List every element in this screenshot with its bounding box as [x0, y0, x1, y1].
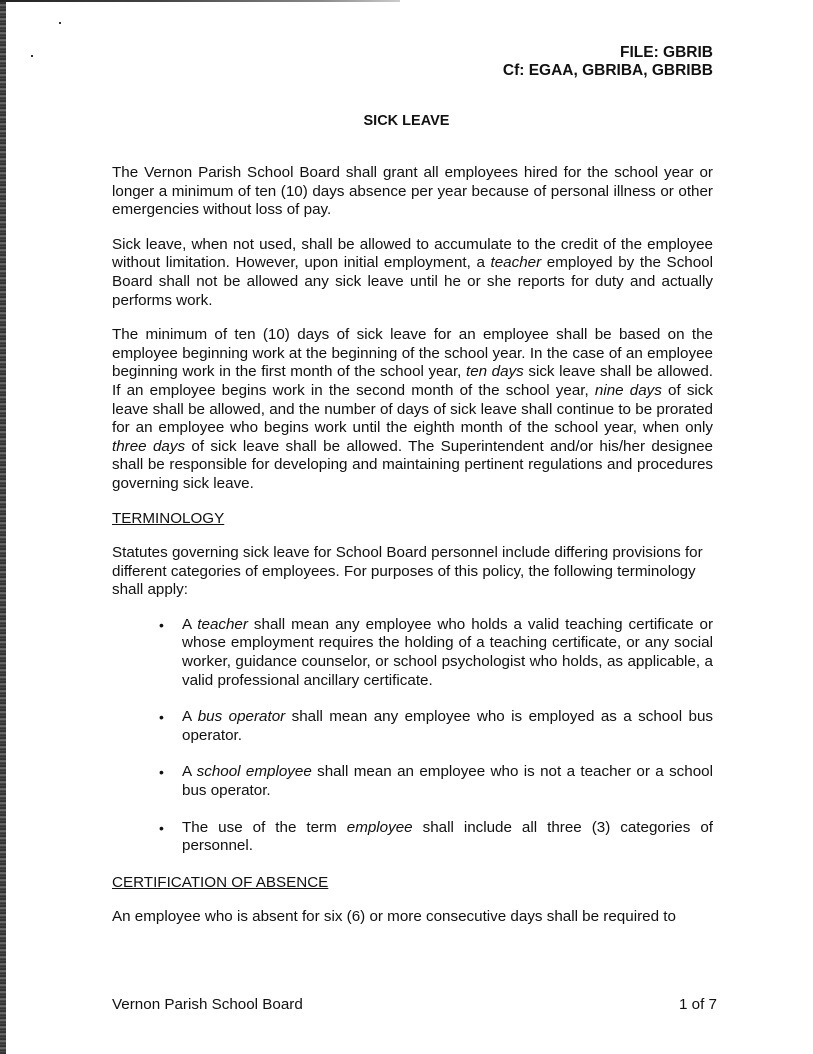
list-item — [159, 818, 713, 856]
text-run: shall include all three (3) categories of personnel. — [182, 818, 713, 855]
paragraph-proration — [112, 326, 713, 493]
list-item — [159, 615, 714, 690]
text-run: of sick leave shall be allowed, and the number of days of sick leave shall continue to be prorated for an employee who begins work until the eighth month of the school year, when only — [112, 381, 713, 437]
document-title: SICK LEAVE — [363, 113, 450, 129]
text-run: The use of the term — [182, 818, 347, 836]
paragraph-grant: The Vernon Parish School Board shall grant all employees hired for the school year or longer a minimum of ten (10) days absence per year because of personal illness or other emergencies without loss of pay. — [112, 164, 713, 219]
file-reference-header — [503, 44, 713, 80]
bullet-icon: • — [159, 764, 164, 781]
list-item — [159, 708, 713, 745]
text-run: shall mean any employee who holds a valid teaching certificate or whose employment requires the holding of a teaching certificate, or any social worker, guidance counselor, or school psychologist who holds, as applicable, a valid professional ancillary certificate. — [182, 615, 714, 689]
document-body — [112, 164, 713, 943]
emphasis-term: ten days — [465, 363, 524, 381]
text-run: of sick leave shall be allowed. The Superintendent and/or his/her designee shall be responsible for developing and maintaining pertinent regulations and procedures governing sick leave. — [112, 437, 713, 492]
footer-page-number: 1 of 7 — [679, 996, 717, 1013]
footer-organization: Vernon Parish School Board — [112, 996, 303, 1013]
text-run: A — [182, 763, 197, 781]
paragraph-accumulation — [112, 236, 713, 310]
emphasis-term: three days — [112, 437, 186, 455]
text-run: employed by the School Board shall not be allowed any sick leave until he or she reports for duty and actually performs work. — [112, 254, 713, 309]
defined-term: teacher — [197, 615, 248, 633]
paragraph-terminology-intro: Statutes governing sick leave for School Board personnel include differing provisions for different categories of employees. For purposes of this policy, the following terminology shall apply: — [112, 544, 703, 599]
defined-term: school employee — [196, 763, 312, 781]
emphasis-term: nine days — [594, 381, 662, 399]
bullet-icon: • — [159, 709, 164, 726]
defined-term: bus operator — [197, 708, 286, 726]
bullet-icon: • — [159, 616, 164, 633]
text-run: shall mean any employee who is employed as a school bus operator. — [182, 708, 713, 744]
text-run: A — [182, 708, 198, 726]
bullet-icon: • — [159, 819, 164, 836]
file-code: FILE: GBRIB — [620, 44, 713, 61]
paragraph-certification: An employee who is absent for six (6) or more consecutive days shall be required to — [112, 908, 676, 926]
scan-edge-top — [0, 0, 400, 2]
cross-reference-codes: Cf: EGAA, GBRIBA, GBRIBB — [502, 62, 713, 79]
defined-term: employee — [346, 818, 413, 836]
list-item — [159, 763, 713, 800]
scan-edge-left — [0, 0, 6, 1054]
emphasis-term: teacher — [490, 254, 542, 272]
scan-speck — [59, 22, 61, 24]
section-heading-certification: CERTIFICATION OF ABSENCE — [112, 873, 329, 891]
text-run: The minimum of ten (10) days of sick leave for an employee shall be based on the employee beginning work at the beginning of the school year. In the case of an employee beginning work in the first month of the school year, — [112, 326, 713, 381]
text-run: shall mean an employee who is not a teacher or a school bus operator. — [182, 763, 713, 800]
terminology-list — [112, 616, 713, 856]
text-run: sick leave shall be allowed. If an employee begins work in the second month of the school year, — [112, 363, 713, 399]
scan-speck — [31, 55, 33, 57]
text-run: Sick leave, when not used, shall be allowed to accumulate to the credit of the employee without limitation. However, upon initial employment, a — [112, 235, 713, 272]
section-heading-terminology: TERMINOLOGY — [112, 509, 225, 527]
text-run: A — [182, 615, 198, 633]
